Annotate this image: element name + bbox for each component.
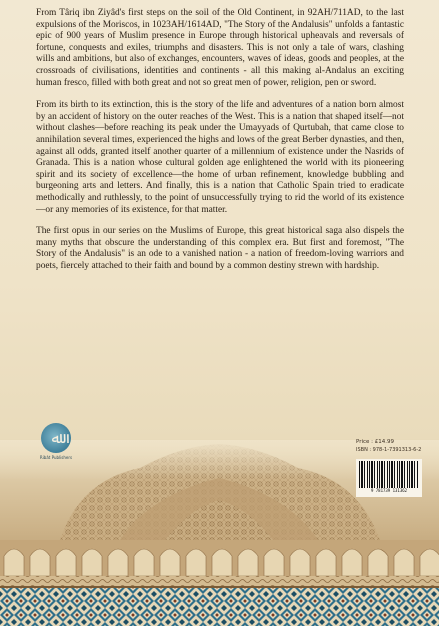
- barcode-bars: [359, 461, 419, 488]
- publisher-emblem-icon: ﷲ: [41, 423, 71, 453]
- blurb-paragraph-2: From its birth to its extinction, this is the story of the life and adventures of a nation born almost by an accident of history on the outer reaches of the West. This is a nation that shaped itself—not without clashes—before reaching its peak under the Umayyads of Qurtubah, that came close to annihilation several times, experienced the highs and lows of the great Berber dynasties, and then, against all odds, granted itself another quarter of a millennium of existence under the Nasrids of Granada. This is a nation whose cultural golden age enlightened the world with its pioneering spirit and its society of excellence—the home of urban refinement, knowledge bubbling and burgeoning arts and letters. And finally, this is a nation that Catholic Spain tried to eradicate methodically and ruthlessly, to the point of unsuccessfully trying to rid the world of its existence—or any memories of its existence, for that matter.: [36, 100, 404, 215]
- barcode-digits: 9 781739 131362: [370, 488, 408, 493]
- isbn-barcode: [356, 459, 422, 497]
- price-label: Price : £14.99: [356, 439, 395, 445]
- publisher-logo: [30, 423, 82, 481]
- price-info: [356, 438, 426, 454]
- publisher-name: Ribât Publishers: [39, 455, 73, 460]
- blurb-paragraph-3: The first opus in our series on the Muslims of Europe, this great historical saga also dispels the many myths that obscure the understanding of this complex era. But first and foremost, "The Story of the Andalusis" is an ode to a vanished nation - a nation of freedom-loving warriors and poets, fiercely attached to their faith and bound by a common destiny strewn with hardship.: [36, 226, 404, 271]
- blurb-paragraph-1: From Târiq ibn Ziyâd's first steps on the soil of the Old Continent, in 92AH/711AD, to the last expulsions of the Moriscos, in 1023AH/1614AD, "The Story of the Andalusis" unfolds a fantastic epic of 900 years of Muslim presence in Europe through historical upheavals and reversals of fortune, conquests and exiles, triumphs and disasters. This is not only a tale of wars, clashing wills and ambitions, but also of exchanges, encounters, waves of ideas, goods and peoples, at the crossroads of civilisations, identities and continents - all this making al-Andalus an exciting human fresco, filled with both great and not so great men of power, religion, pen or sword.: [36, 8, 404, 88]
- blurb: [36, 8, 404, 282]
- isbn-label: ISBN : 978-1-7391313-6-2: [356, 447, 422, 453]
